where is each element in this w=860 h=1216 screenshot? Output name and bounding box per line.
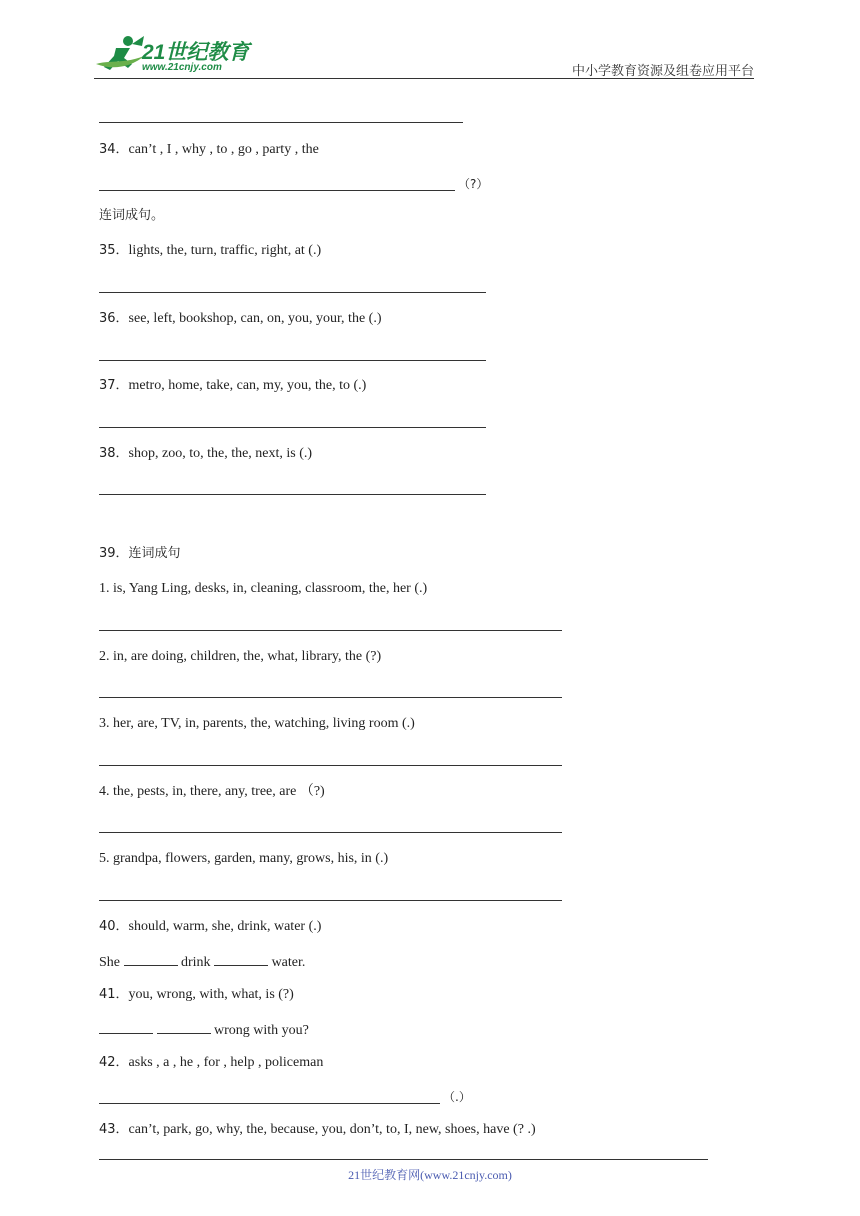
question-text: metro, home, take, can, my, you, the, to (.) [128, 378, 367, 393]
question-number: 37． [99, 378, 129, 393]
question-number: 41． [99, 987, 129, 1002]
sub-item-5: 5. grandpa, flowers, garden, many, grows, his, in (.) [99, 851, 389, 866]
question-text: should, warm, she, drink, water (.) [128, 919, 322, 934]
question-35 [99, 243, 321, 259]
question-41 [99, 987, 294, 1003]
question-40 [99, 919, 321, 935]
answer-line[interactable] [99, 1103, 440, 1104]
answer-word: wrong with you? [214, 1023, 309, 1038]
site-tagline: 中小学教育资源及组卷应用平台 [571, 64, 754, 79]
question-text: lights, the, turn, traffic, right, at (.) [128, 243, 322, 258]
question-text: can’t, park, go, why, the, because, you, don’t, to, I, new, shoes, have (? .) [128, 1122, 536, 1137]
answer-line[interactable] [99, 697, 562, 698]
answer-blank[interactable] [99, 1021, 153, 1034]
answer-frame-40 [99, 953, 305, 971]
answer-line[interactable] [99, 832, 562, 833]
punctuation-mark: （?） [458, 177, 489, 191]
question-number: 34． [99, 142, 129, 157]
answer-blank[interactable] [157, 1021, 211, 1034]
question-text: you, wrong, with, what, is (?) [128, 987, 294, 1002]
punctuation-mark: （.） [443, 1090, 471, 1104]
question-number: 35． [99, 243, 129, 258]
answer-word: She [99, 955, 120, 970]
answer-frame-41 [99, 1021, 309, 1039]
sub-item-3: 3. her, are, TV, in, parents, the, watching, living room (.) [99, 716, 415, 731]
footer-rule [99, 1159, 708, 1160]
logo-text: 21世纪教育 [142, 41, 250, 64]
sub-item-1: 1. is, Yang Ling, desks, in, cleaning, classroom, the, her (.) [99, 581, 428, 596]
question-number: 42． [99, 1055, 129, 1070]
question-43 [99, 1122, 536, 1138]
answer-line[interactable] [99, 190, 455, 191]
question-37 [99, 378, 366, 394]
question-number: 36． [99, 311, 129, 326]
question-36 [99, 311, 381, 327]
answer-line[interactable] [99, 494, 486, 495]
question-text: can’t , I , why , to , go , party , the [128, 142, 319, 157]
question-text: see, left, bookshop, can, on, you, your, the (.) [128, 311, 382, 326]
answer-blank[interactable] [124, 953, 178, 966]
question-39 [99, 546, 181, 562]
question-title: 连词成句 [128, 546, 181, 561]
site-logo [94, 34, 264, 78]
question-number: 38． [99, 446, 129, 461]
question-34 [99, 142, 319, 158]
answer-line[interactable] [99, 630, 562, 631]
question-number: 43． [99, 1122, 129, 1137]
answer-line[interactable] [99, 122, 463, 123]
page-header [94, 34, 754, 79]
answer-blank[interactable] [214, 953, 268, 966]
sub-item-2: 2. in, are doing, children, the, what, library, the (?) [99, 649, 382, 664]
answer-word: drink [181, 955, 211, 970]
question-text: asks , a , he , for , help , policeman [128, 1055, 324, 1070]
answer-line[interactable] [99, 360, 486, 361]
answer-line[interactable] [99, 427, 486, 428]
runner-logo-icon [94, 34, 146, 78]
question-number: 40． [99, 919, 129, 934]
answer-line[interactable] [99, 900, 562, 901]
question-38 [99, 446, 312, 462]
answer-line[interactable] [99, 765, 562, 766]
answer-word: water. [271, 955, 306, 970]
question-number: 39． [99, 546, 129, 561]
logo-url: www.21cnjy.com [142, 62, 222, 73]
question-text: shop, zoo, to, the, the, next, is (.) [128, 446, 313, 461]
answer-line[interactable] [99, 292, 486, 293]
section-heading: 连词成句。 [99, 208, 165, 223]
footer-link[interactable]: 21世纪教育网(www.21cnjy.com) [348, 1168, 512, 1182]
question-42 [99, 1055, 323, 1071]
sub-item-4: 4. the, pests, in, there, any, tree, are （?) [99, 784, 325, 799]
